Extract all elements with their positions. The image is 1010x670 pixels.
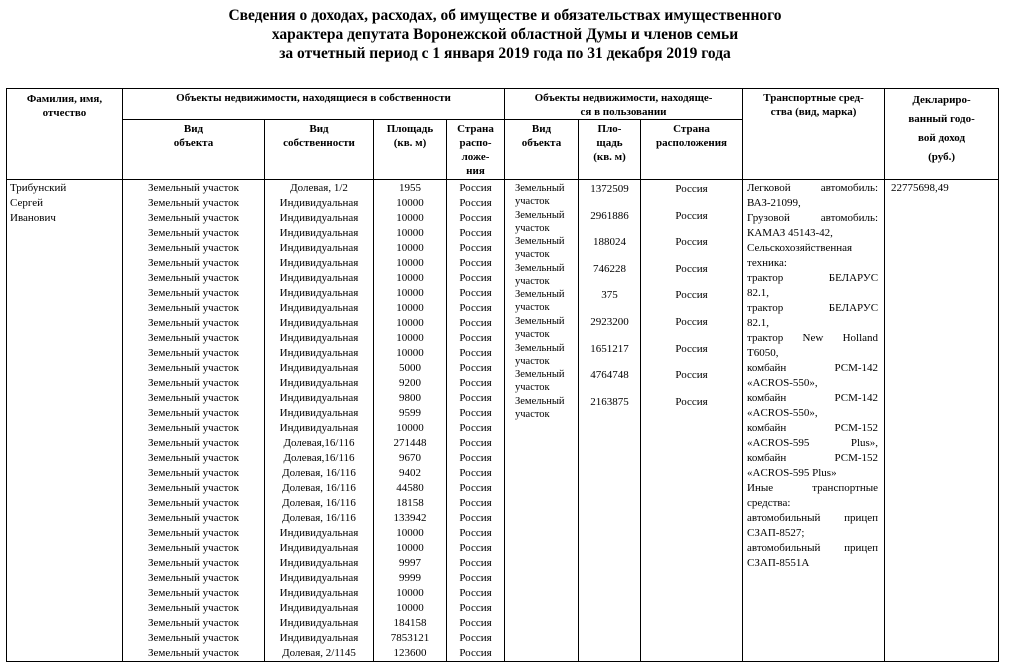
owned-country: Россия [459, 317, 492, 329]
owned-object-type: Земельный участок [148, 647, 239, 659]
transport-line: комбайн РСМ-142 [747, 362, 879, 374]
owned-object-type: Земельный участок [148, 197, 239, 209]
used-object-type-line: Земельный [515, 236, 565, 248]
owned-ownership-type: Индивидуальная [279, 377, 359, 389]
used-object-type [515, 315, 578, 342]
owned-ownership-type: Индивидуальная [279, 257, 359, 269]
owned-ownership-type: Индивидуальная [279, 617, 359, 629]
title-line-1: Сведения о доходах, расходах, об имуществе и обязательствах имущественного [228, 7, 782, 24]
owned-ownership-type: Индивидуальная [279, 197, 359, 209]
transport-line: комбайн РСМ-142 [747, 392, 879, 404]
owned-area: 7853121 [390, 632, 430, 644]
header-owned-group: Объекты недвижимости, находящиеся в собственности [123, 89, 505, 120]
owned-area-column [374, 180, 447, 662]
used-object-type-line: участок [515, 249, 550, 261]
owned-object-type: Земельный участок [148, 377, 239, 389]
owned-country: Россия [459, 227, 492, 239]
transport-line: 82.1, [747, 317, 770, 329]
used-area: 4764748 [590, 369, 629, 382]
owned-ownership-type: Индивидуальная [279, 557, 359, 569]
owned-area: 10000 [396, 257, 424, 269]
owned-object-type: Земельный участок [148, 272, 239, 284]
used-object-type [515, 235, 578, 262]
owned-object-type: Земельный участок [148, 452, 239, 464]
header-used-group: Объекты недвижимости, находяще- ся в пользовании [505, 89, 743, 120]
owned-ownership-type: Индивидуальная [279, 287, 359, 299]
transport-line: комбайн РСМ-152 [747, 422, 879, 434]
owned-country: Россия [459, 242, 492, 254]
used-object-type-line: участок [515, 302, 550, 314]
owned-ownership-type: Долевая, 16/116 [282, 512, 356, 524]
used-area: 375 [601, 289, 618, 302]
owned-country: Россия [459, 527, 492, 539]
owned-area: 9402 [399, 467, 421, 479]
owned-ownership-type: Индивидуальная [279, 422, 359, 434]
owned-object-type: Земельный участок [148, 407, 239, 419]
owned-area: 10000 [396, 197, 424, 209]
used-object-type [515, 368, 578, 395]
owned-ownership-type: Индивидуальная [279, 272, 359, 284]
owned-country: Россия [459, 482, 492, 494]
owned-area: 123600 [393, 647, 427, 659]
owned-ownership-type: Индивидуальная [279, 332, 359, 344]
used-object-type [515, 209, 578, 236]
owned-object-type: Земельный участок [148, 587, 239, 599]
used-country: Россия [675, 289, 708, 302]
owned-country: Россия [459, 617, 492, 629]
owned-object-type: Земельный участок [148, 572, 239, 584]
owned-area: 10000 [396, 332, 424, 344]
owned-area: 10000 [396, 602, 424, 614]
transport-line: «ACROS-550», [747, 377, 818, 389]
title-line-2: характера депутата Воронежской областной Думы и членов семьи [271, 26, 739, 43]
owned-area: 10000 [396, 587, 424, 599]
transport-line: трактор New Holland [747, 332, 879, 344]
used-area: 1372509 [590, 183, 629, 195]
owned-object-type: Земельный участок [148, 287, 239, 299]
transport-line: ВАЗ-21099, [747, 197, 801, 209]
document-title [0, 6, 1010, 63]
owned-country-column [447, 180, 505, 662]
used-country-column [641, 180, 743, 662]
used-country: Россия [675, 369, 708, 382]
income-value: 22775698,49 [891, 182, 949, 194]
person-surname: Трибунский [10, 182, 67, 194]
used-country: Россия [675, 262, 708, 275]
used-object-type [515, 262, 578, 289]
owned-ownership-type: Индивидуальная [279, 632, 359, 644]
owned-object-type: Земельный участок [148, 497, 239, 509]
owned-country: Россия [459, 197, 492, 209]
used-object-type-line: участок [515, 382, 550, 394]
owned-country: Россия [459, 212, 492, 224]
owned-ownership-type: Долевая,16/116 [283, 437, 355, 449]
owned-area: 10000 [396, 527, 424, 539]
used-object-type-line: Земельный [515, 395, 565, 407]
owned-area: 9997 [399, 557, 421, 569]
owned-area: 9200 [399, 377, 421, 389]
used-object-type-line: Земельный [515, 315, 565, 327]
owned-object-type: Земельный участок [148, 512, 239, 524]
used-area-column [579, 180, 641, 662]
owned-area: 10000 [396, 542, 424, 554]
owned-country: Россия [459, 332, 492, 344]
owned-area: 44580 [396, 482, 424, 494]
declaration-table [6, 88, 999, 662]
transport-line: техника: [747, 257, 787, 269]
used-country: Россия [675, 209, 708, 222]
owned-object-type: Земельный участок [148, 227, 239, 239]
owned-object-type: Земельный участок [148, 617, 239, 629]
used-area: 188024 [593, 236, 626, 249]
owned-country: Россия [459, 182, 492, 194]
owned-country: Россия [459, 407, 492, 419]
owned-object-type: Земельный участок [148, 467, 239, 479]
owned-area: 5000 [399, 362, 421, 374]
used-country: Россия [675, 342, 708, 355]
owned-area: 10000 [396, 317, 424, 329]
owned-object-type: Земельный участок [148, 212, 239, 224]
transport-line: «ACROS-595 Plus» [747, 467, 837, 479]
transport-line: «ACROS-595 Plus», [747, 437, 879, 449]
owned-country: Россия [459, 542, 492, 554]
person-patronymic: Иванович [10, 212, 56, 224]
owned-country: Россия [459, 392, 492, 404]
used-area: 746228 [593, 262, 626, 275]
owned-ownership-type: Индивидуальная [279, 212, 359, 224]
owned-area: 18158 [396, 497, 424, 509]
owned-area: 10000 [396, 227, 424, 239]
owned-ownership-type: Индивидуальная [279, 587, 359, 599]
owned-area: 10000 [396, 272, 424, 284]
owned-ownership-type: Долевая, 1/2 [290, 182, 348, 194]
header-ownership: Вид собственности [265, 120, 374, 180]
owned-type-column [123, 180, 265, 662]
owned-country: Россия [459, 272, 492, 284]
used-object-type-line: участок [515, 222, 550, 234]
used-object-type-line: участок [515, 355, 550, 367]
owned-country: Россия [459, 587, 492, 599]
used-area: 2163875 [590, 395, 629, 408]
transport-cell [743, 180, 885, 662]
transport-line: СЗАП-8527; [747, 527, 805, 539]
header-country: Страна распо- ложе- ния [447, 120, 505, 180]
owned-ownership-type: Долевая, 16/116 [282, 482, 356, 494]
owned-ownership-type: Индивидуальная [279, 392, 359, 404]
owned-country: Россия [459, 632, 492, 644]
transport-line: Иные транспортные [747, 482, 879, 494]
owned-country: Россия [459, 257, 492, 269]
owned-object-type: Земельный участок [148, 332, 239, 344]
owned-country: Россия [459, 377, 492, 389]
owned-object-type: Земельный участок [148, 632, 239, 644]
owned-object-type: Земельный участок [148, 422, 239, 434]
header-owned-type: Вид объекта [123, 120, 265, 180]
owned-object-type: Земельный участок [148, 242, 239, 254]
owned-country: Россия [459, 572, 492, 584]
used-object-type-line: Земельный [515, 342, 565, 354]
transport-line: Грузовой автомобиль: [747, 212, 879, 224]
used-object-type-line: участок [515, 275, 550, 287]
owned-area: 10000 [396, 347, 424, 359]
owned-ownership-type: Индивидуальная [279, 602, 359, 614]
header-used-area: Пло- щадь (кв. м) [579, 120, 641, 180]
transport-line: средства: [747, 497, 791, 509]
used-object-type [515, 342, 578, 369]
owned-area: 10000 [396, 212, 424, 224]
used-object-type [515, 395, 578, 422]
owned-object-type: Земельный участок [148, 482, 239, 494]
used-object-type-line: участок [515, 328, 550, 340]
owned-country: Россия [459, 647, 492, 659]
used-object-type-line: Земельный [515, 183, 565, 194]
transport-line: СЗАП-8551А [747, 557, 810, 569]
transport-line: автомобильный прицеп [747, 542, 879, 554]
transport-line: автомобильный прицеп [747, 512, 879, 524]
transport-line: трактор БЕЛАРУС [747, 272, 879, 284]
transport-line: «ACROS-550», [747, 407, 818, 419]
owned-area: 9800 [399, 392, 421, 404]
used-object-type [515, 288, 578, 315]
owned-area: 10000 [396, 302, 424, 314]
owned-object-type: Земельный участок [148, 347, 239, 359]
owned-area: 10000 [396, 242, 424, 254]
used-country: Россия [675, 183, 708, 195]
owned-country: Россия [459, 512, 492, 524]
owned-ownership-type: Индивидуальная [279, 317, 359, 329]
owned-country: Россия [459, 362, 492, 374]
owned-country: Россия [459, 422, 492, 434]
owned-area: 184158 [393, 617, 427, 629]
used-area: 2923200 [590, 315, 629, 328]
used-type-column [505, 180, 579, 662]
income-cell [885, 180, 999, 662]
owned-object-type: Земельный участок [148, 362, 239, 374]
used-object-type-line: Земельный [515, 289, 565, 301]
used-object-type-line: Земельный [515, 369, 565, 381]
owned-country: Россия [459, 287, 492, 299]
used-object-type-line: Земельный [515, 209, 565, 221]
person-name: Сергей [10, 197, 43, 209]
transport-line: Сельскохозяйственная [747, 242, 853, 254]
owned-country: Россия [459, 302, 492, 314]
owned-ownership-column [265, 180, 374, 662]
owned-area: 133942 [393, 512, 427, 524]
used-area: 1651217 [590, 342, 629, 355]
owned-country: Россия [459, 452, 492, 464]
used-country: Россия [675, 236, 708, 249]
owned-object-type: Земельный участок [148, 257, 239, 269]
owned-ownership-type: Долевая, 16/116 [282, 467, 356, 479]
person-cell [7, 180, 123, 662]
owned-ownership-type: Индивидуальная [279, 572, 359, 584]
owned-ownership-type: Долевая, 2/1145 [282, 647, 356, 659]
header-name: Фамилия, имя, отчество [7, 89, 123, 180]
owned-country: Россия [459, 437, 492, 449]
owned-ownership-type: Индивидуальная [279, 227, 359, 239]
header-income: Деклариро- ванный годо- вой доход (руб.) [885, 89, 999, 180]
title-line-3: за отчетный период с 1 января 2019 года по 31 декабря 2019 года [279, 45, 731, 62]
owned-area: 9599 [399, 407, 421, 419]
owned-country: Россия [459, 497, 492, 509]
owned-object-type: Земельный участок [148, 557, 239, 569]
used-area: 2961886 [590, 209, 629, 222]
owned-object-type: Земельный участок [148, 317, 239, 329]
header-used-type: Вид объекта [505, 120, 579, 180]
owned-ownership-type: Долевая,16/116 [283, 452, 355, 464]
owned-ownership-type: Индивидуальная [279, 407, 359, 419]
owned-object-type: Земельный участок [148, 602, 239, 614]
owned-object-type: Земельный участок [148, 302, 239, 314]
used-country: Россия [675, 395, 708, 408]
owned-object-type: Земельный участок [148, 182, 239, 194]
owned-country: Россия [459, 347, 492, 359]
owned-ownership-type: Долевая, 16/116 [282, 497, 356, 509]
owned-object-type: Земельный участок [148, 437, 239, 449]
transport-line: T6050, [747, 347, 779, 359]
owned-country: Россия [459, 467, 492, 479]
used-object-type [515, 182, 578, 209]
header-transport: Транспортные сред- ства (вид, марка) [743, 89, 885, 180]
transport-line: КАМАЗ 45143-42, [747, 227, 833, 239]
owned-country: Россия [459, 557, 492, 569]
owned-country: Россия [459, 602, 492, 614]
owned-area: 9999 [399, 572, 421, 584]
owned-ownership-type: Индивидуальная [279, 302, 359, 314]
owned-ownership-type: Индивидуальная [279, 347, 359, 359]
owned-ownership-type: Индивидуальная [279, 362, 359, 374]
used-object-type-line: участок [515, 408, 550, 420]
transport-line: комбайн РСМ-152 [747, 452, 879, 464]
owned-ownership-type: Индивидуальная [279, 542, 359, 554]
transport-line: 82.1, [747, 287, 770, 299]
header-area: Площадь (кв. м) [374, 120, 447, 180]
used-object-type-line: участок [515, 196, 550, 207]
owned-object-type: Земельный участок [148, 527, 239, 539]
owned-area: 1955 [399, 182, 421, 194]
owned-object-type: Земельный участок [148, 542, 239, 554]
owned-area: 271448 [393, 437, 427, 449]
owned-area: 9670 [399, 452, 421, 464]
transport-line: трактор БЕЛАРУС [747, 302, 879, 314]
owned-area: 10000 [396, 422, 424, 434]
owned-area: 10000 [396, 287, 424, 299]
used-country: Россия [675, 315, 708, 328]
used-object-type-line: Земельный [515, 262, 565, 274]
table-row [7, 180, 999, 662]
header-used-country: Страна расположения [641, 120, 743, 180]
owned-ownership-type: Индивидуальная [279, 527, 359, 539]
owned-object-type: Земельный участок [148, 392, 239, 404]
transport-line: Легковой автомобиль: [747, 182, 879, 194]
owned-ownership-type: Индивидуальная [279, 242, 359, 254]
